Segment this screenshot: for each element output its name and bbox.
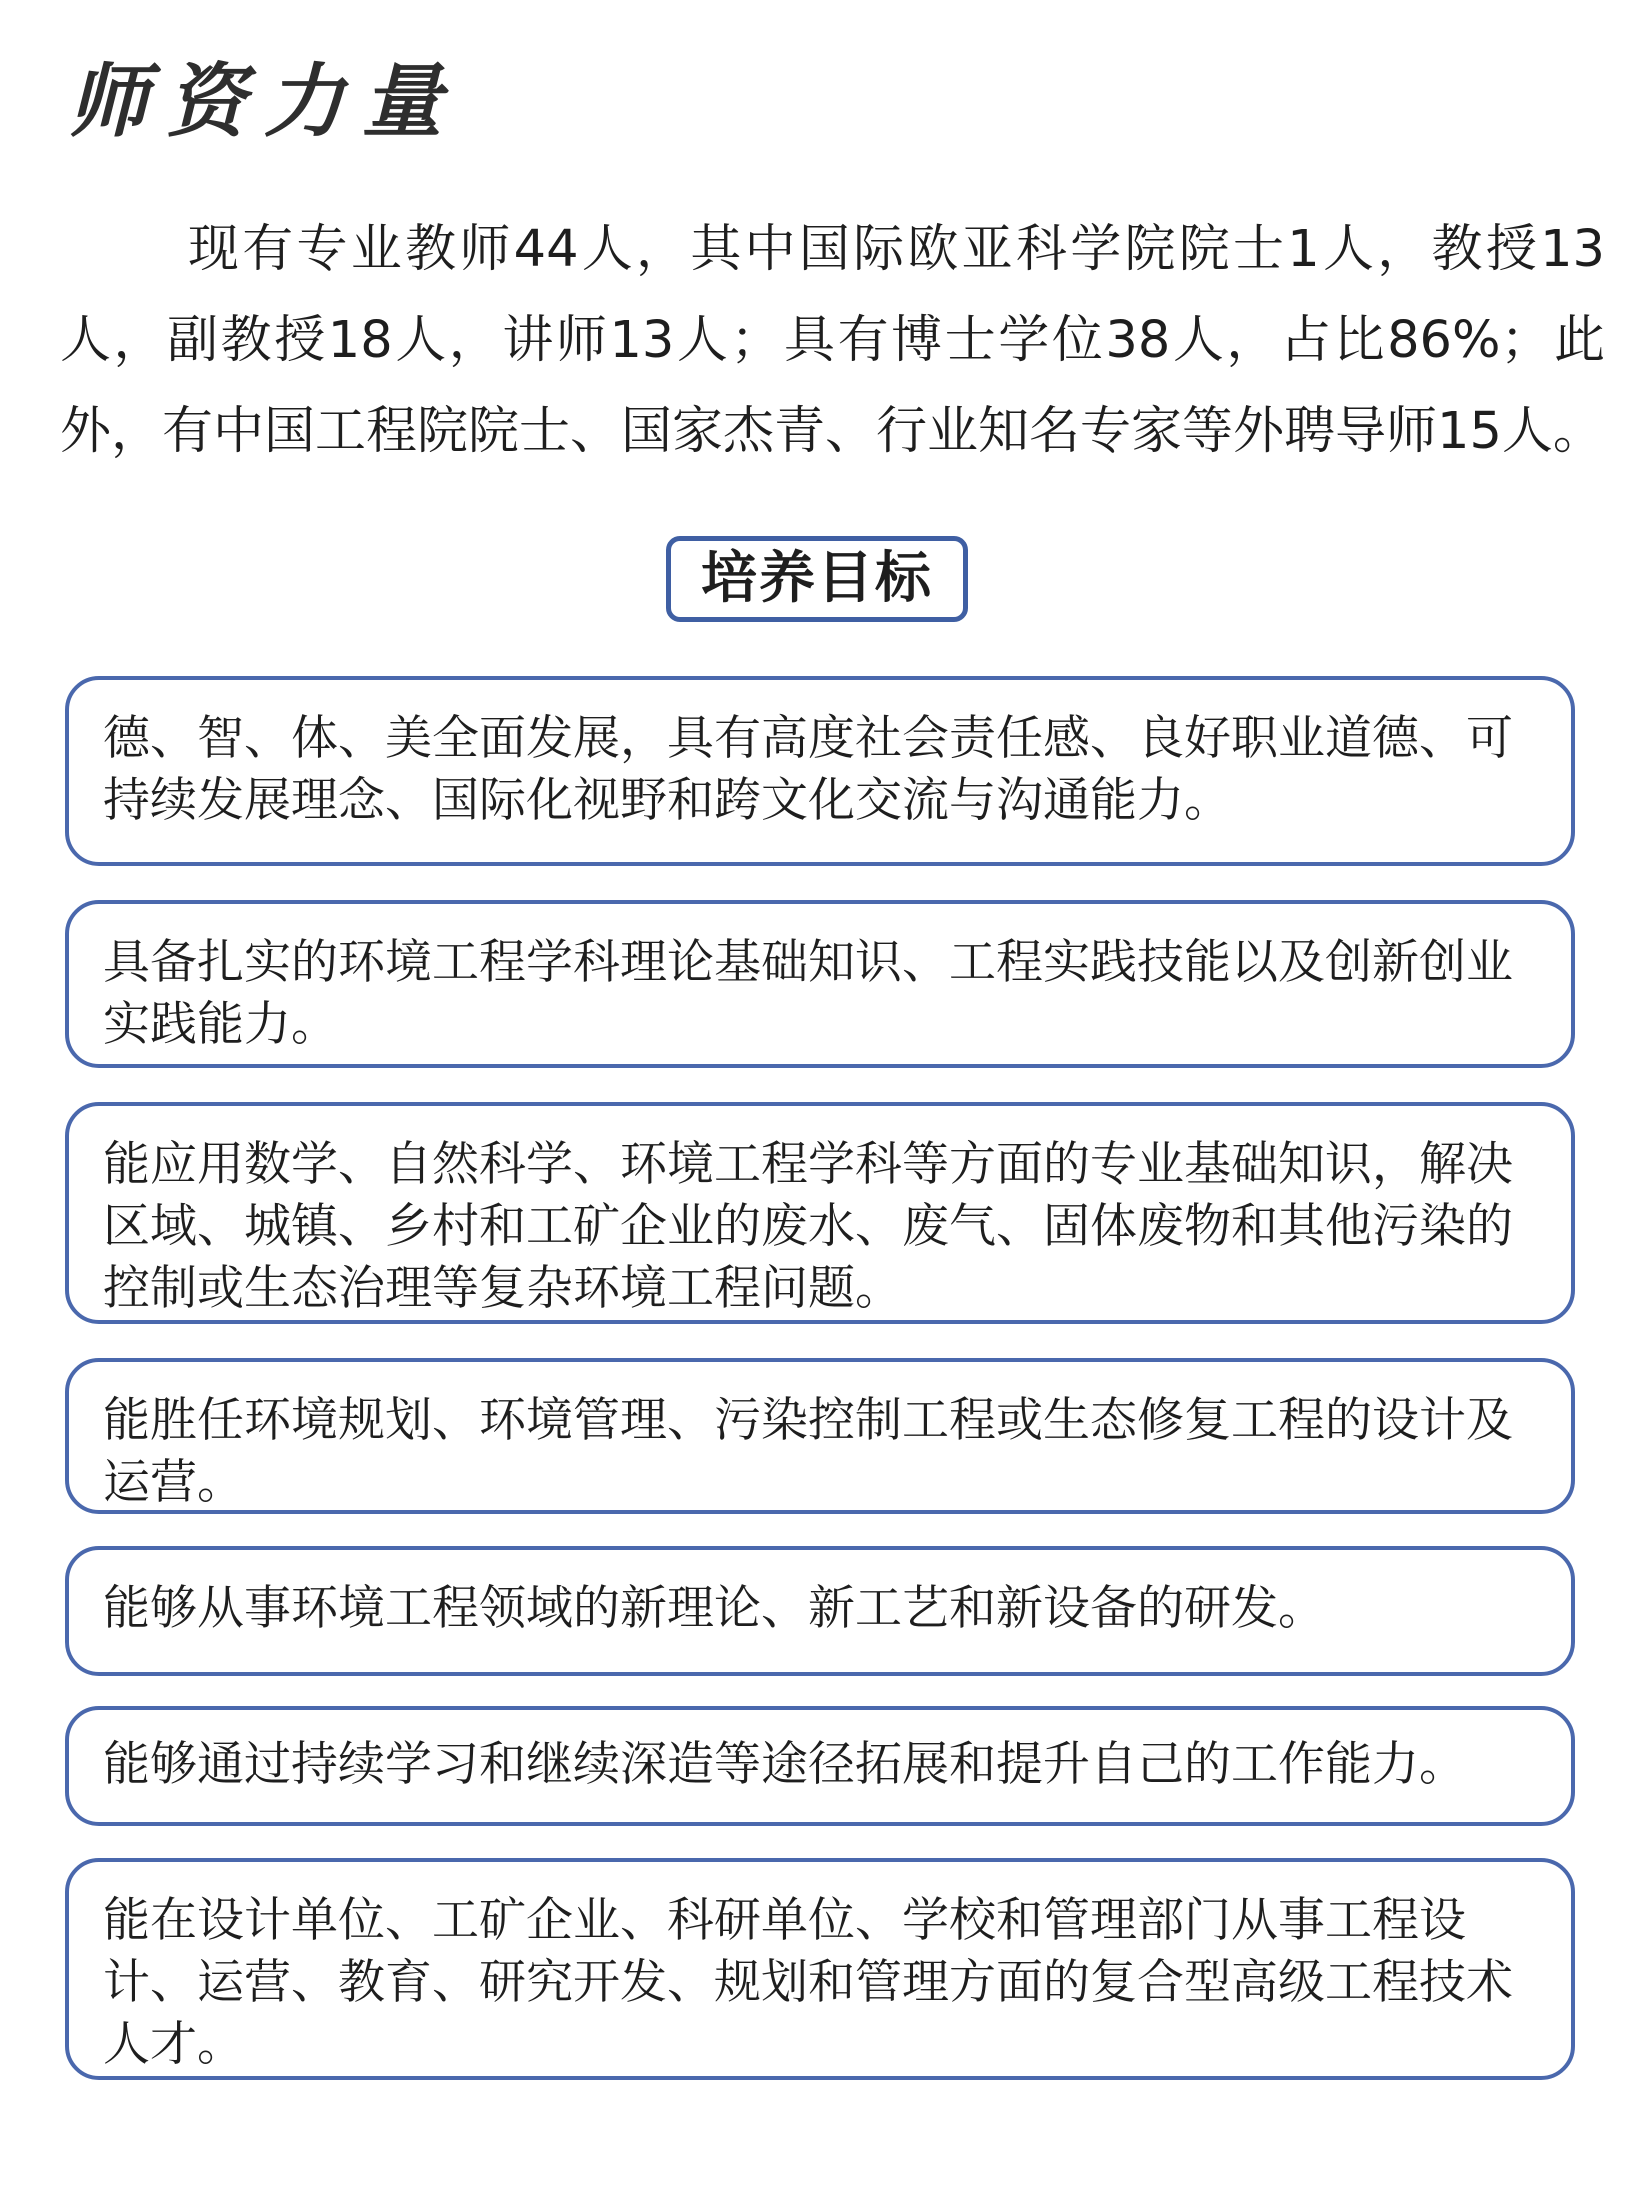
goals-heading: 培养目标 — [666, 536, 968, 622]
goal-item-7: 能在设计单位、工矿企业、科研单位、学校和管理部门从事工程设计、运营、教育、研究开发、规划和管理方面的复合型高级工程技术人才。 — [65, 1858, 1575, 2080]
goal-item-4: 能胜任环境规划、环境管理、污染控制工程或生态修复工程的设计及运营。 — [65, 1358, 1575, 1514]
goal-item-1: 德、智、体、美全面发展，具有高度社会责任感、良好职业道德、可持续发展理念、国际化视野和跨文化交流与沟通能力。 — [65, 676, 1575, 866]
goal-item-6: 能够通过持续学习和继续深造等途径拓展和提升自己的工作能力。 — [65, 1706, 1575, 1826]
goal-item-3: 能应用数学、自然科学、环境工程学科等方面的专业基础知识，解决区域、城镇、乡村和工矿企业的废水、废气、固体废物和其他污染的控制或生态治理等复杂环境工程问题。 — [65, 1102, 1575, 1324]
faculty-paragraph: 现有专业教师44人，其中国际欧亚科学院院士1人，教授13人，副教授18人，讲师13人；具有博士学位38人，占比86%；此外，有中国工程院院士、国家杰青、行业知名专家等外聘导师15人。 — [60, 220, 1605, 461]
goal-item-5: 能够从事环境工程领域的新理论、新工艺和新设备的研发。 — [65, 1546, 1575, 1676]
section-title-faculty: 师资力量 — [68, 55, 460, 148]
goal-item-2: 具备扎实的环境工程学科理论基础知识、工程实践技能以及创新创业实践能力。 — [65, 900, 1575, 1068]
